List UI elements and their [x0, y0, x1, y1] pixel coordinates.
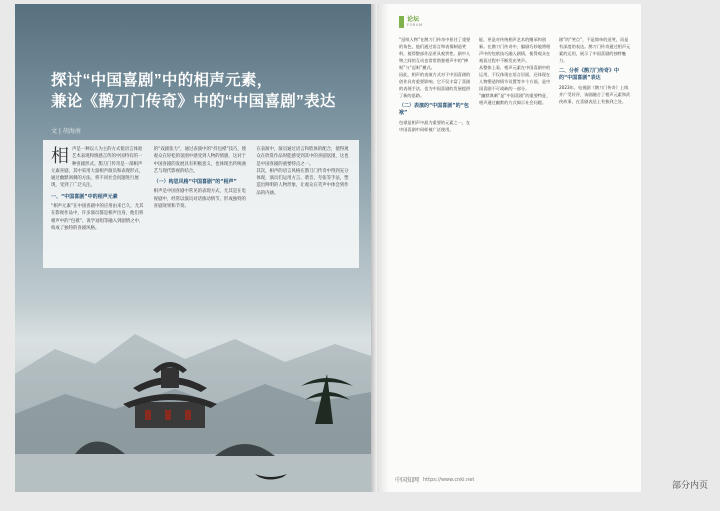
drop-cap: 相 — [51, 146, 69, 166]
right-column-3 — [559, 36, 631, 466]
page-footer — [395, 475, 474, 484]
article-title-line-1: 探讨“中国喜剧”中的相声元素， — [51, 72, 273, 89]
section-heading: 二、分析《鹊刀门传奇》中的“中国喜剧”表达 — [559, 68, 620, 81]
article-author: 文 | 胡海南 — [51, 128, 81, 135]
paragraph: “幽默讽刺”是“中国喜剧”的重要特征，相声通过幽默的方式揭示社会问题。 — [479, 93, 551, 105]
paragraph: 其次，相声的语言风格在鹊刀门传奇中得到充分体现，演员们运用方言、谐音、夸张等手法，塑造出鲜明的人物形象，让观众在笑声中体会到作品的内涵。 — [256, 168, 349, 196]
section-subtitle: FORUM — [407, 23, 423, 27]
article-title-line-2: 兼论《鹊刀门传奇》中的“中国喜剧”表达 — [51, 93, 336, 110]
paragraph: 声是一种以人为主的方式使语言体验艺术表现和情感言传的中国特有的一种喜剧形式。鹊刀门传奇是一部相声元素喜剧，其中采用大量相声演员和表现形式，通过幽默讽刺的方法，将不同社会问题进行展现，受到了广泛关注。 — [51, 147, 144, 189]
paragraph: 2023年，电视剧《鹊刀门传奇》上线并广受好评，该剧融合了相声元素和武侠故事，在喜剧表达上有独到之处。 — [559, 85, 631, 104]
left-page — [15, 4, 371, 492]
right-column-2 — [479, 36, 551, 466]
section-header — [399, 16, 423, 28]
paragraph: 因此，相声的表演方式对于中国喜剧的创作具有重要影响，它不仅丰富了喜剧的表现手法，也为中国喜剧的发展提供了新的思路。 — [399, 72, 471, 98]
paragraph: 剧”的“笑点”，不是简单的逗笑，而是有深度的表达。鹊刀门传奇通过相声元素的运用，展示了中国喜剧的独特魅力。 — [559, 37, 631, 63]
magazine-spread — [15, 4, 641, 492]
subsection-heading: （一）构思风格“中国喜剧”的“相声” — [153, 179, 237, 186]
left-column-1 — [51, 146, 146, 262]
cnki-logo: 中国知网 — [395, 477, 420, 484]
section-name: 论坛 — [407, 16, 420, 23]
subsection-heading: （二）表演的“中国喜剧”的“包袱” — [399, 103, 469, 116]
right-text-columns — [399, 36, 631, 466]
gutter-shadow — [377, 4, 389, 492]
section-heading: 一、“中国喜剧”中的相声元素 — [51, 193, 118, 200]
pavilion-landscape-illustration — [15, 304, 371, 492]
paragraph: “逗哏人物”在鹊刀门传奇中担任了重要的角色，他们通过语言和表情制造笑料，使得整部作品更具观赏性。剧中人物之间的互动也常常借鉴相声中的“捧哏”与“逗哏”模式。 — [399, 37, 471, 70]
right-page — [377, 4, 641, 492]
paragraph: “相声元素”在中国喜剧中的应用由来已久，尤其在影视作品中，许多演员都是相声出身，他们将相声中的“包袱”、说学逗唱等融入到剧情之中，构成了独特的喜剧风格。 — [51, 204, 144, 231]
paragraph: 在表演中，演员通过语言和肢体的配合，使得观众在欣赏作品时能感受到其中的喜剧氛围，这也是中国喜剧的重要特点之一。 — [256, 147, 349, 167]
page-label: 部分内页 — [671, 481, 708, 491]
cnki-url[interactable]: https://www.cnki.net — [423, 476, 475, 483]
paragraph: 的“戏剧张力”，通过表演中的“抖包袱”技巧，使观众在轻松的氛围中感受到人物的情感，这对于中国喜剧的发展具有积极意义，也体现出传统曲艺与现代影视的结合。 — [153, 147, 247, 174]
right-column-1 — [399, 36, 471, 466]
left-column-3 — [256, 146, 351, 262]
left-text-pane — [43, 140, 359, 268]
section-tag-mark — [399, 16, 404, 28]
paragraph: 从整体上看，相声元素在中国喜剧中的运用，不仅体现在语言层面，还体现在人物塑造和情节设置等多个方面，是中国喜剧不可或缺的一部分。 — [479, 65, 551, 91]
article-title-block — [51, 70, 361, 135]
water — [15, 454, 371, 492]
left-column-2 — [154, 146, 249, 262]
paragraph: 相声是中国喜剧中常见的表现方式，尤其是在电视剧中，经常以演员对话推动情节，形成独特的喜剧效果和节奏。 — [153, 189, 246, 210]
paragraph: 能，更是对传统相声艺术的继承和创新。在鹊刀门传奇中，编剧巧妙地将相声中的包袱技巧融入剧情，使得观众在观看过程中不断发出笑声。 — [479, 37, 551, 63]
paragraph: 包袱是相声中最为重要的元素之一，在中国喜剧中同样被广泛使用。 — [399, 120, 471, 132]
